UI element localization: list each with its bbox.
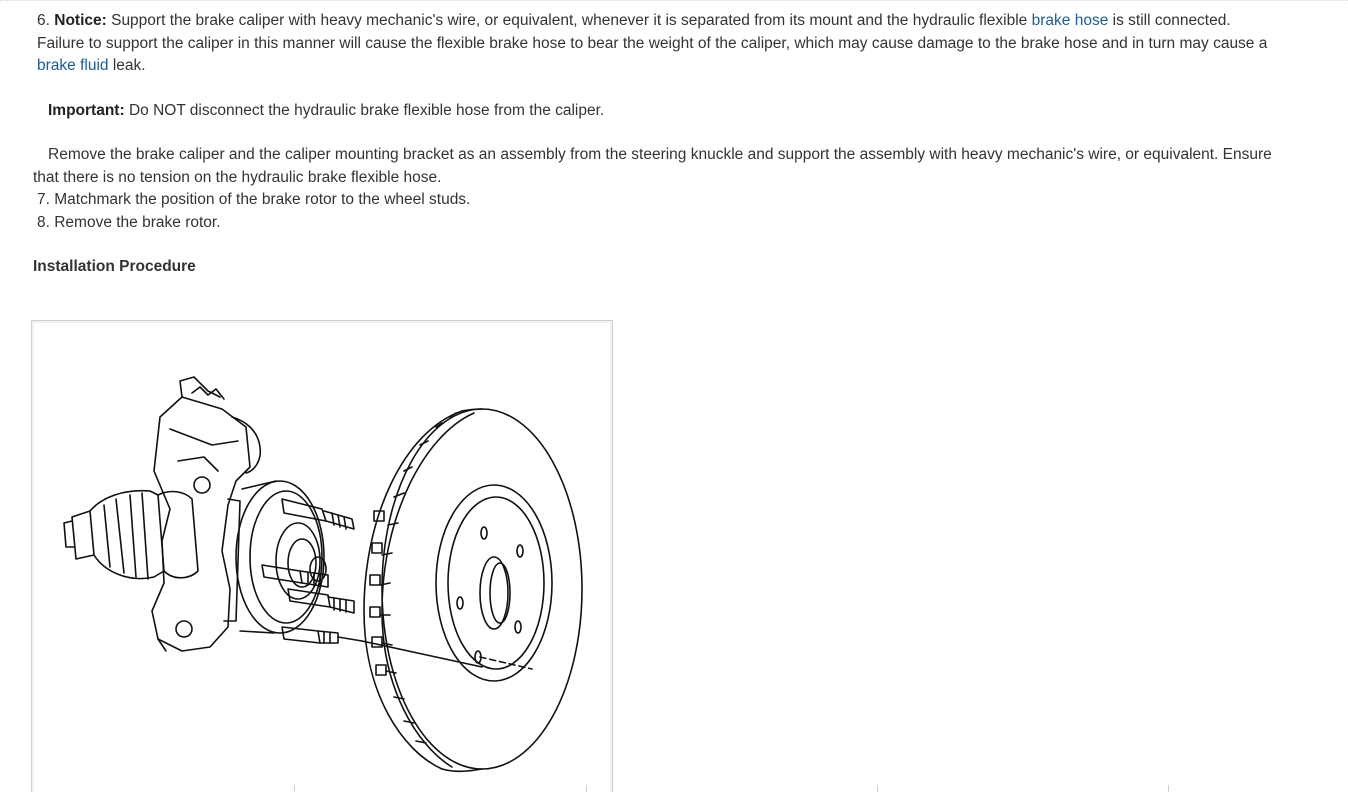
bottom-tick-4 (1168, 785, 1169, 792)
important-note (33, 100, 1273, 123)
brake-hose-link[interactable]: brake hose (1031, 12, 1109, 29)
brake-rotor (364, 409, 582, 771)
brake-assembly-drawing (32, 321, 612, 792)
notice-text-b: is still connected. Failure to support the caliper in this manner will cause the flexible brake hose to bear the weight of the caliper, which may cause damage to the brake hose and in turn may cause a (37, 12, 1268, 52)
step-7: 7. Matchmark the position of the brake rotor to the wheel studs. (37, 191, 471, 208)
matchmark-line (362, 641, 482, 667)
important-label: Important: (48, 101, 125, 119)
top-dotted-rule (0, 0, 1348, 1)
step-8: 8. Remove the brake rotor. (37, 213, 221, 231)
bottom-tick-3 (877, 785, 878, 792)
brake-rotor-illustration (31, 320, 613, 792)
step-6-number: 6. (37, 12, 50, 29)
bottom-tick-2 (586, 785, 587, 792)
notice-label: Notice: (54, 12, 107, 29)
wheel-hub (224, 481, 326, 633)
procedure-content (33, 10, 1273, 279)
brake-fluid-link[interactable]: brake fluid (37, 57, 109, 74)
notice-text-a: Support the brake caliper with heavy mechanic's wire, or equivalent, whenever it is separated from its mount and the hydraulic flexible (106, 12, 1032, 29)
cv-axle-boot (64, 491, 198, 579)
bottom-tick-1 (294, 785, 295, 792)
step-6-notice (33, 10, 1273, 78)
notice-text-c: leak. (108, 57, 146, 74)
installation-procedure-heading: Installation Procedure (33, 258, 196, 275)
remove-caliper-instruction: Remove the brake caliper and the caliper mounting bracket as an assembly from the steering knuckle and support the assembly with heavy mechanic's wire, or equivalent. Ensure that there is no tension on the hydraulic brake flexible hose. (33, 146, 1272, 186)
important-text: Do NOT disconnect the hydraulic brake flexible hose from the caliper. (124, 101, 605, 119)
